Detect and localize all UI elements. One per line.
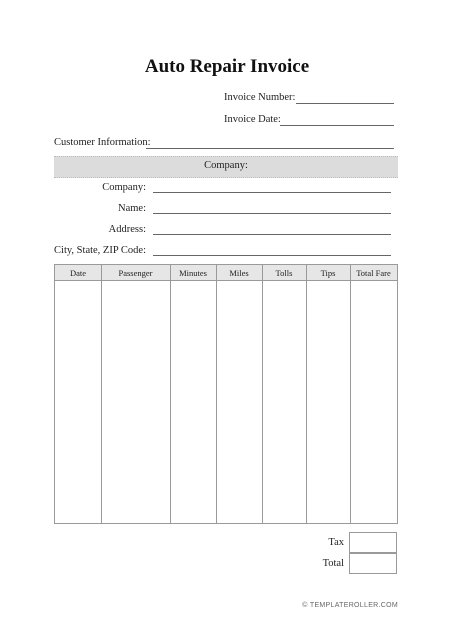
company-field[interactable] xyxy=(153,192,391,193)
document-title: Auto Repair Invoice xyxy=(144,56,310,77)
footer-watermark: © TEMPLATEROLLER.COM xyxy=(302,602,398,609)
fare-table xyxy=(54,264,398,524)
column-header-date: Date xyxy=(69,268,87,278)
total-label: Total xyxy=(322,558,344,569)
total-field[interactable] xyxy=(349,553,397,574)
address-label: Address: xyxy=(108,224,146,235)
fare-table-header xyxy=(55,265,397,281)
invoice-date-label: Invoice Date: xyxy=(224,114,281,125)
name-label: Name: xyxy=(118,203,146,214)
column-header-tolls: Tolls xyxy=(275,268,293,278)
column-header-minutes: Minutes xyxy=(179,268,207,278)
company-section-header xyxy=(54,156,398,178)
column-header-total-fare: Total Fare xyxy=(356,268,391,278)
city-state-zip-field[interactable] xyxy=(153,255,391,256)
invoice-number-field[interactable] xyxy=(296,103,394,104)
column-divider xyxy=(101,265,102,523)
invoice-number-label: Invoice Number: xyxy=(224,92,296,103)
column-divider xyxy=(170,265,171,523)
column-divider xyxy=(262,265,263,523)
name-field[interactable] xyxy=(153,213,391,214)
tax-field[interactable] xyxy=(349,532,397,553)
column-divider xyxy=(350,265,351,523)
tax-label: Tax xyxy=(328,537,344,548)
customer-information-field[interactable] xyxy=(146,148,394,149)
column-divider xyxy=(306,265,307,523)
column-header-tips: Tips xyxy=(320,268,336,278)
column-header-passenger: Passenger xyxy=(118,268,153,278)
company-label: Company: xyxy=(102,182,146,193)
city-state-zip-label: City, State, ZIP Code: xyxy=(54,245,146,256)
customer-information-label: Customer Information: xyxy=(54,137,151,148)
column-header-miles: Miles xyxy=(229,268,249,278)
column-divider xyxy=(216,265,217,523)
company-section-label: Company: xyxy=(204,160,248,171)
invoice-date-field[interactable] xyxy=(280,125,394,126)
address-field[interactable] xyxy=(153,234,391,235)
